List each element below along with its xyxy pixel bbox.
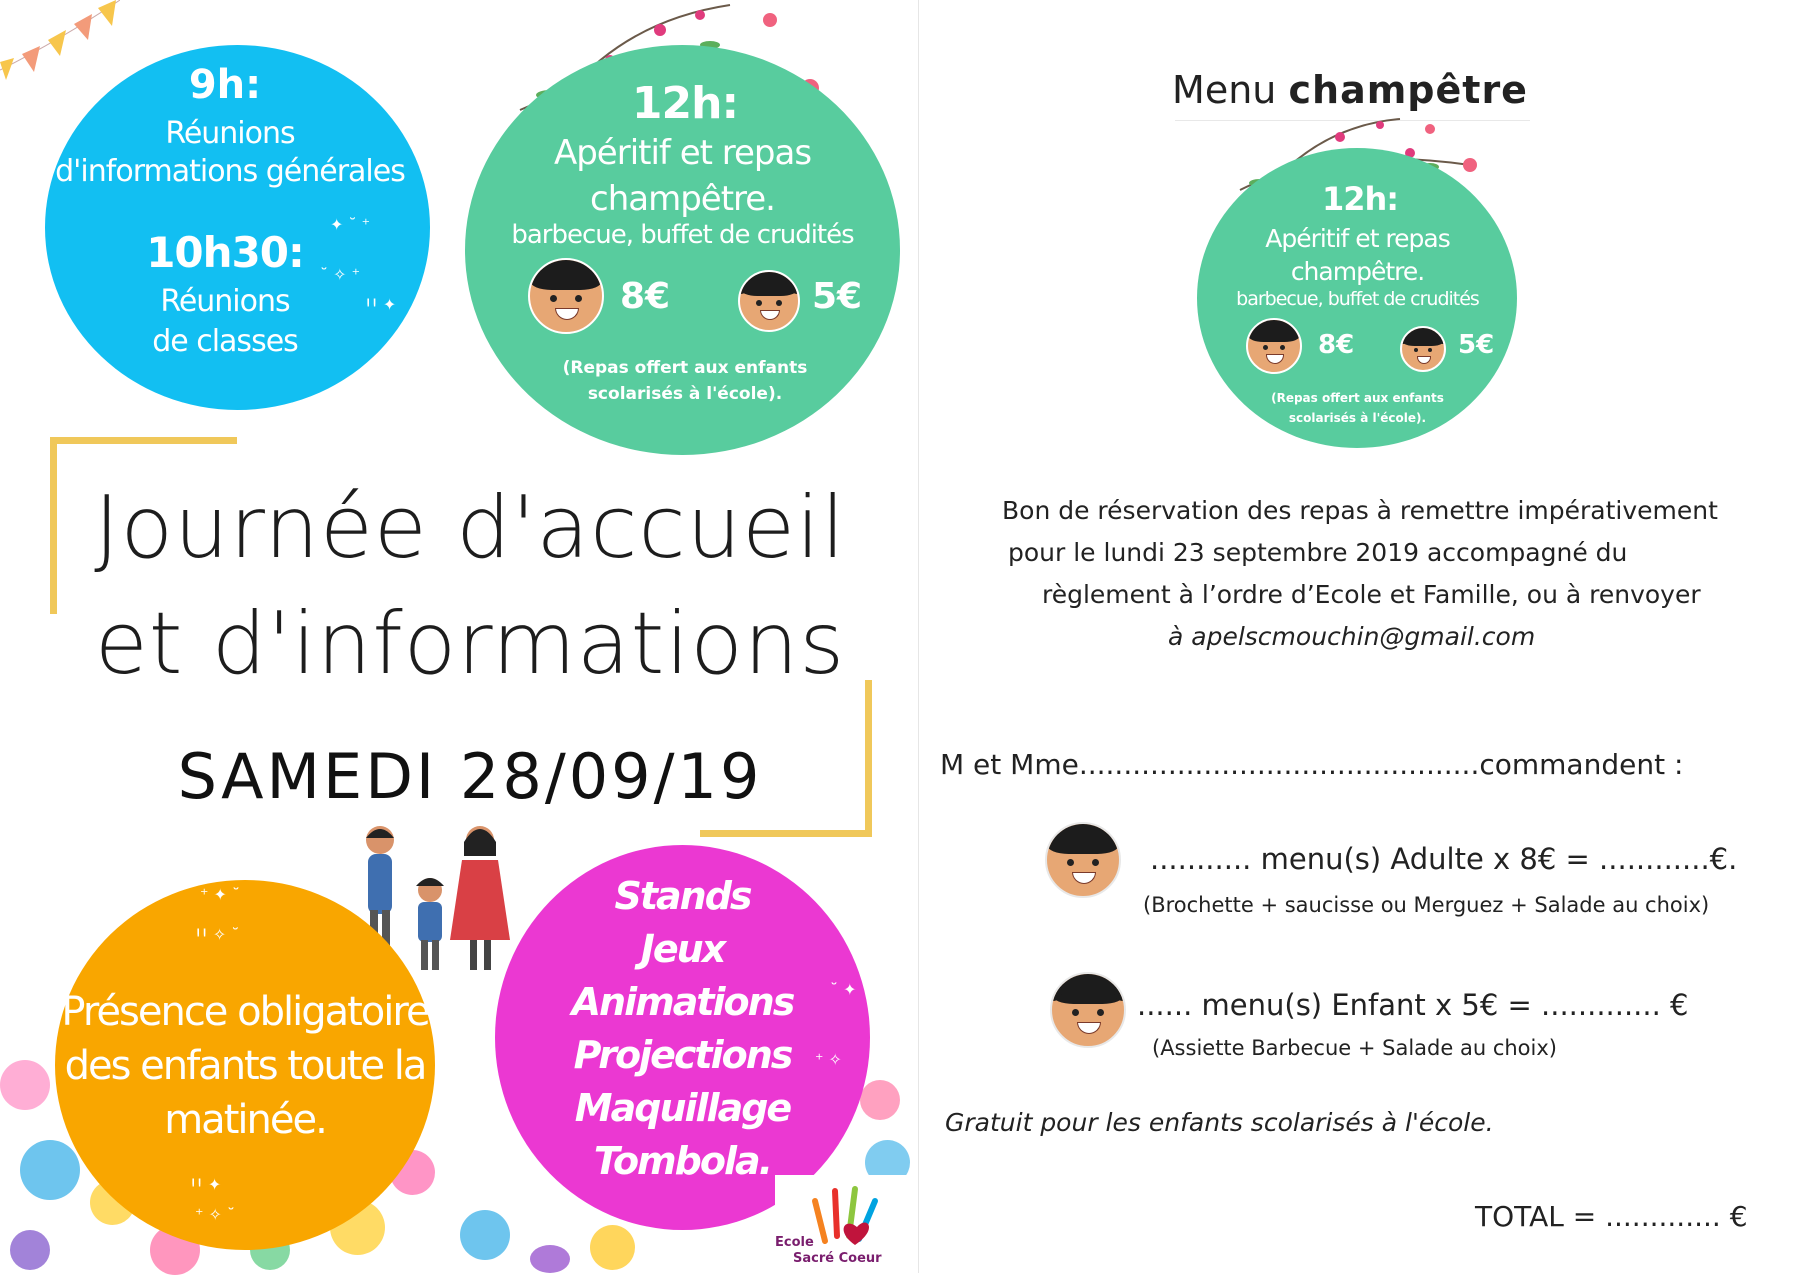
event-date: SAMEDI 28/09/19 — [177, 740, 763, 813]
lunch-line1: Apéritif et repas — [553, 133, 812, 173]
activity-item: Maquillage — [574, 1086, 791, 1130]
small-lunch-menu-line: barbecue, buffet de crudités — [1236, 288, 1479, 310]
confetti-icon: ꞋꞋ ✦ — [365, 295, 397, 314]
adult-price: 8€ — [620, 276, 671, 317]
school-logo-line2: Sacré Coeur — [793, 1251, 882, 1266]
confetti-icon: ꞋꞋ ✦ — [190, 1175, 222, 1194]
confetti-icon: ⁺ ✧ — [815, 1050, 842, 1069]
small-lunch-line1: Apéritif et repas — [1265, 224, 1450, 253]
time-10h30: 10h30: — [146, 228, 304, 277]
time-9h: 9h: — [188, 62, 262, 108]
small-child-face-icon — [1400, 326, 1446, 372]
lunch-description — [480, 130, 885, 222]
confetti-icon: ⁺ ✧ ˘ — [195, 1205, 236, 1224]
page-divider — [918, 0, 919, 1273]
lunch-note — [520, 355, 850, 407]
meeting-general-label — [50, 115, 410, 191]
decor-dot — [460, 1210, 510, 1260]
booking-instructions — [990, 490, 1770, 658]
child-menu-line: ...... menu(s) Enfant x 5€ = ............. € — [1137, 988, 1689, 1022]
confetti-icon: ˘ ✦ — [830, 980, 857, 999]
meeting-classes-label — [100, 282, 350, 362]
child-price: 5€ — [812, 276, 863, 317]
small-lunch-description — [1210, 222, 1505, 288]
lunch-note-line1: (Repas offert aux enfants — [562, 358, 808, 378]
presence-text — [40, 985, 450, 1147]
meeting-classes-line2: de classes — [152, 324, 298, 359]
booking-line2: pour le lundi 23 septembre 2019 accompagné du — [1008, 538, 1628, 567]
presence-line1: Présence obligatoire — [61, 989, 429, 1035]
confetti-icon: ✦ ˘ ⁺ — [330, 215, 371, 234]
meeting-general-line2: d'informations générales — [55, 154, 405, 189]
adult-menu-detail: (Brochette + saucisse ou Merguez + Salade au choix) — [1143, 893, 1710, 917]
lunch-menu-line: barbecue, buffet de crudités — [511, 220, 854, 250]
small-time-12h: 12h: — [1321, 180, 1399, 218]
total-line: TOTAL = ............. € — [1475, 1200, 1748, 1233]
menu-heading-normal: Menu — [1172, 68, 1277, 112]
small-adult-face-icon — [1246, 318, 1302, 374]
confetti-icon: ˘ ✧ ⁺ — [320, 265, 361, 284]
event-title-line2: et d'informations — [94, 594, 846, 694]
lunch-note-line2: scolarisés à l'école). — [587, 384, 783, 404]
school-logo-line1: Ecole — [775, 1235, 814, 1250]
adult-menu-face-icon — [1045, 822, 1121, 898]
event-title — [75, 470, 865, 702]
lunch-line2: champêtre. — [590, 179, 775, 219]
small-lunch-note-line1: (Repas offert aux enfants — [1271, 391, 1444, 405]
activity-item: Projections — [573, 1033, 792, 1077]
small-adult-price: 8€ — [1318, 330, 1355, 360]
activity-item: Tombola. — [593, 1139, 772, 1183]
child-menu-face-icon — [1050, 972, 1126, 1048]
presence-line3: matinée. — [164, 1097, 326, 1143]
small-lunch-note — [1240, 388, 1475, 428]
hand-heart-icon — [805, 1181, 895, 1251]
confetti-icon: ⁺ ✦ ˘ — [200, 885, 241, 904]
decor-dot — [530, 1245, 570, 1273]
activity-item: Animations — [571, 980, 794, 1024]
free-meal-note: Gratuit pour les enfants scolarisés à l'école. — [945, 1108, 1494, 1137]
menu-heading-bold: champêtre — [1288, 68, 1528, 112]
small-child-price: 5€ — [1458, 330, 1495, 360]
child-menu-detail: (Assiette Barbecue + Salade au choix) — [1152, 1036, 1557, 1060]
meeting-general-line1: Réunions — [165, 116, 295, 151]
confetti-icon: ꞋꞋ ✧ ˘ — [195, 925, 240, 944]
activity-item: Jeux — [640, 927, 725, 971]
event-title-line1: Journée d'accueil — [94, 478, 846, 578]
order-line: M et Mme.............................................commandent : — [940, 748, 1684, 781]
child-face-icon — [738, 270, 800, 332]
adult-face-icon — [528, 258, 604, 334]
decor-dot — [590, 1225, 635, 1270]
decor-dot — [10, 1230, 50, 1270]
school-logo — [775, 1175, 915, 1273]
decor-dot — [20, 1140, 80, 1200]
meeting-classes-line1: Réunions — [160, 284, 290, 319]
booking-line1: Bon de réservation des repas à remettre impérativement — [1002, 496, 1718, 525]
activities-list — [520, 870, 845, 1188]
time-12h: 12h: — [631, 78, 739, 129]
decor-dot — [860, 1080, 900, 1120]
small-lunch-line2: champêtre. — [1290, 257, 1425, 286]
menu-heading — [1150, 68, 1550, 112]
small-lunch-note-line2: scolarisés à l'école). — [1288, 411, 1427, 425]
booking-email: à apelscmouchin@gmail.com — [1168, 622, 1536, 651]
presence-line2: des enfants toute la — [64, 1043, 426, 1089]
booking-line3: règlement à l’ordre d’Ecole et Famille, ou à renvoyer — [1042, 580, 1701, 609]
adult-menu-line: ........... menu(s) Adulte x 8€ = ............€. — [1150, 842, 1738, 876]
activity-item: Stands — [614, 874, 751, 918]
